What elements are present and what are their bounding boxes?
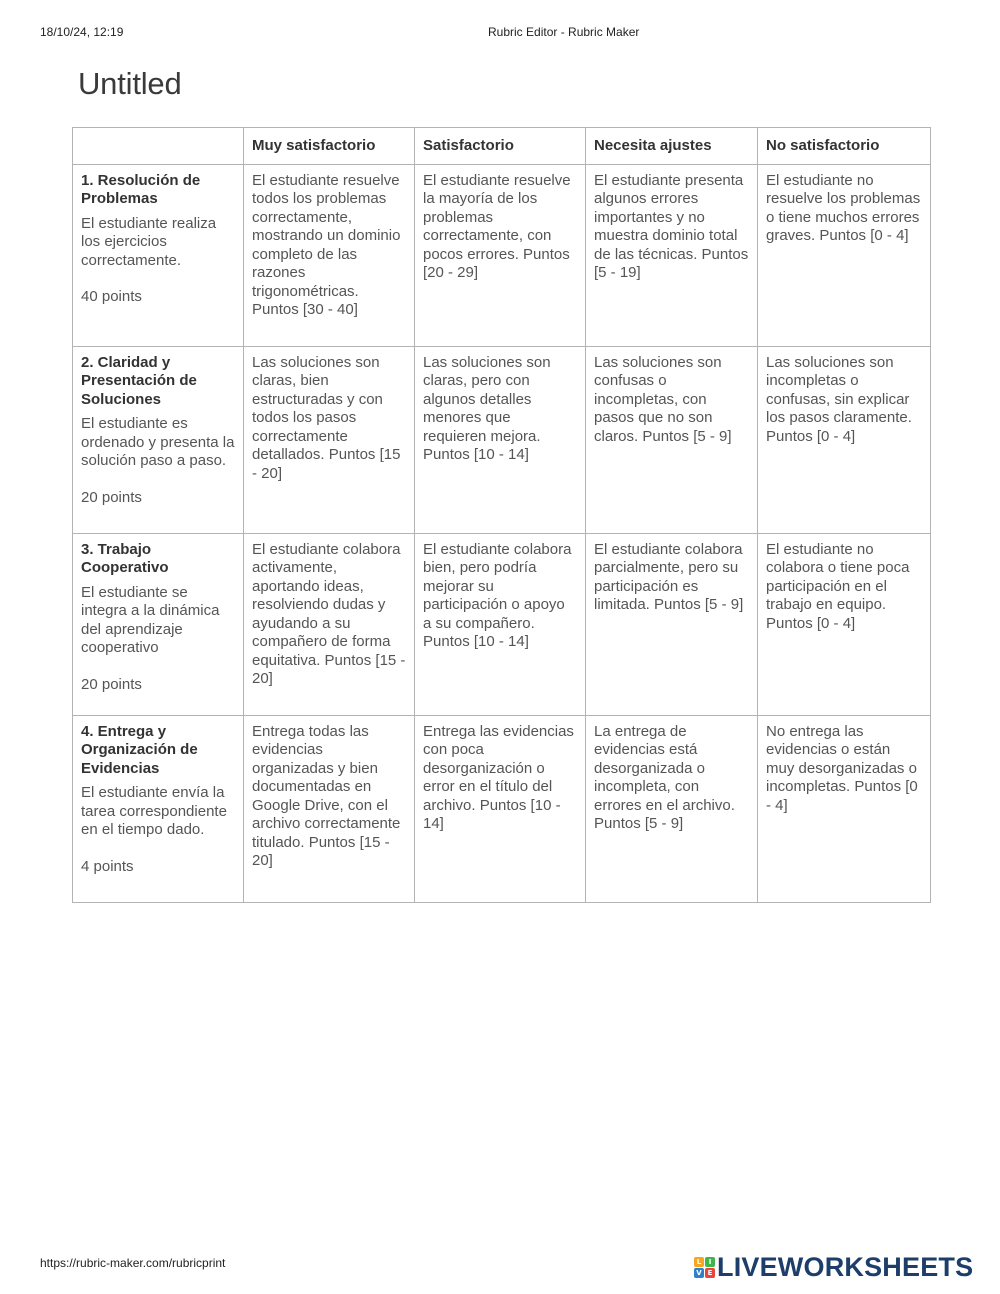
- print-page-title: Rubric Editor - Rubric Maker: [488, 25, 640, 39]
- criterion-description: El estudiante se integra a la dinámica del aprendizaje cooperativo: [81, 583, 220, 656]
- criterion-points: 4 points: [81, 857, 134, 875]
- level-cell: Las soluciones son confusas o incompletas, con pasos que no son claros. Puntos [5 - 9]: [586, 346, 758, 533]
- criterion-cell: [73, 164, 244, 346]
- header-cell-criteria: [73, 128, 244, 165]
- criterion-cell: [73, 533, 244, 715]
- criterion-description: El estudiante es ordenado y presenta la solución paso a paso.: [81, 415, 235, 469]
- level-cell: El estudiante resuelve todos los problemas correctamente, mostrando un dominio completo de las razones trigonométricas. Puntos [30 - 40]: [244, 164, 415, 346]
- level-cell: Entrega las evidencias con poca desorganización o error en el título del archivo. Puntos [10 - 14]: [415, 715, 586, 902]
- criterion-points: 20 points: [81, 488, 142, 506]
- criterion-points: 20 points: [81, 675, 142, 693]
- criterion-title: 4. Entrega y Organización de Evidencias: [81, 722, 198, 777]
- header-cell-no-satisfactorio: No satisfactorio: [758, 128, 931, 165]
- header-cell-satisfactorio: Satisfactorio: [415, 128, 586, 165]
- criterion-title: 3. Trabajo Cooperativo: [81, 540, 169, 576]
- logo-tile-l: L: [694, 1257, 704, 1267]
- criterion-description: El estudiante envía la tarea correspondiente en el tiempo dado.: [81, 784, 227, 838]
- logo-tile-i: I: [705, 1257, 715, 1267]
- table-row: [73, 346, 931, 533]
- liveworksheets-logo-icon: [694, 1257, 715, 1278]
- criterion-title: 1. Resolución de Problemas: [81, 171, 201, 207]
- level-cell: El estudiante colabora activamente, aportando ideas, resolviendo dudas y ayudando a su compañero de forma equitativa. Puntos [15 - 20]: [244, 533, 415, 715]
- rubric-table: [72, 127, 931, 903]
- level-cell: La entrega de evidencias está desorganizada o incompleta, con errores en el archivo. Puntos [5 - 9]: [586, 715, 758, 902]
- table-row: [73, 533, 931, 715]
- table-row: [73, 715, 931, 902]
- level-cell: El estudiante colabora bien, pero podría mejorar su participación o apoyo a su compañero. Puntos [10 - 14]: [415, 533, 586, 715]
- liveworksheets-wordmark: LIVEWORKSHEETS: [717, 1251, 974, 1282]
- level-cell: El estudiante presenta algunos errores importantes y no muestra dominio total de las técnicas. Puntos [5 - 19]: [586, 164, 758, 346]
- header-cell-necesita-ajustes: Necesita ajustes: [586, 128, 758, 165]
- logo-tile-e: E: [705, 1268, 715, 1278]
- level-cell: Las soluciones son incompletas o confusas, sin explicar los pasos claramente. Puntos [0 - 4]: [758, 346, 931, 533]
- criterion-cell: [73, 715, 244, 902]
- level-cell: Entrega todas las evidencias organizadas y bien documentadas en Google Drive, con el archivo correctamente titulado. Puntos [15 - 20]: [244, 715, 415, 902]
- print-timestamp: 18/10/24, 12:19: [40, 25, 124, 39]
- header-cell-muy-satisfactorio: Muy satisfactorio: [244, 128, 415, 165]
- print-header: [40, 25, 960, 41]
- liveworksheets-brand: [694, 1252, 973, 1282]
- level-cell: El estudiante colabora parcialmente, pero su participación es limitada. Puntos [5 - 9]: [586, 533, 758, 715]
- criterion-title: 2. Claridad y Presentación de Soluciones: [81, 353, 197, 408]
- level-cell: Las soluciones son claras, bien estructuradas y con todos los pasos correctamente detallados. Puntos [15 - 20]: [244, 346, 415, 533]
- print-footer-url: https://rubric-maker.com/rubricprint: [40, 1256, 226, 1270]
- rubric-header-row: [73, 128, 931, 165]
- table-row: [73, 164, 931, 346]
- level-cell: El estudiante no resuelve los problemas o tiene muchos errores graves. Puntos [0 - 4]: [758, 164, 931, 346]
- criterion-points: 40 points: [81, 288, 142, 305]
- level-cell: El estudiante resuelve la mayoría de los problemas correctamente, con pocos errores. Puntos [20 - 29]: [415, 164, 586, 346]
- level-cell: El estudiante no colabora o tiene poca participación en el trabajo en equipo. Puntos [0 - 4]: [758, 533, 931, 715]
- page-title: Untitled: [78, 66, 182, 101]
- logo-tile-v: V: [694, 1268, 704, 1278]
- level-cell: Las soluciones son claras, pero con algunos detalles menores que requieren mejora. Puntos [10 - 14]: [415, 346, 586, 533]
- level-cell: No entrega las evidencias o están muy desorganizadas o incompletas. Puntos [0 - 4]: [758, 715, 931, 902]
- criterion-cell: [73, 346, 244, 533]
- criterion-description: El estudiante realiza los ejercicios correctamente.: [81, 214, 217, 269]
